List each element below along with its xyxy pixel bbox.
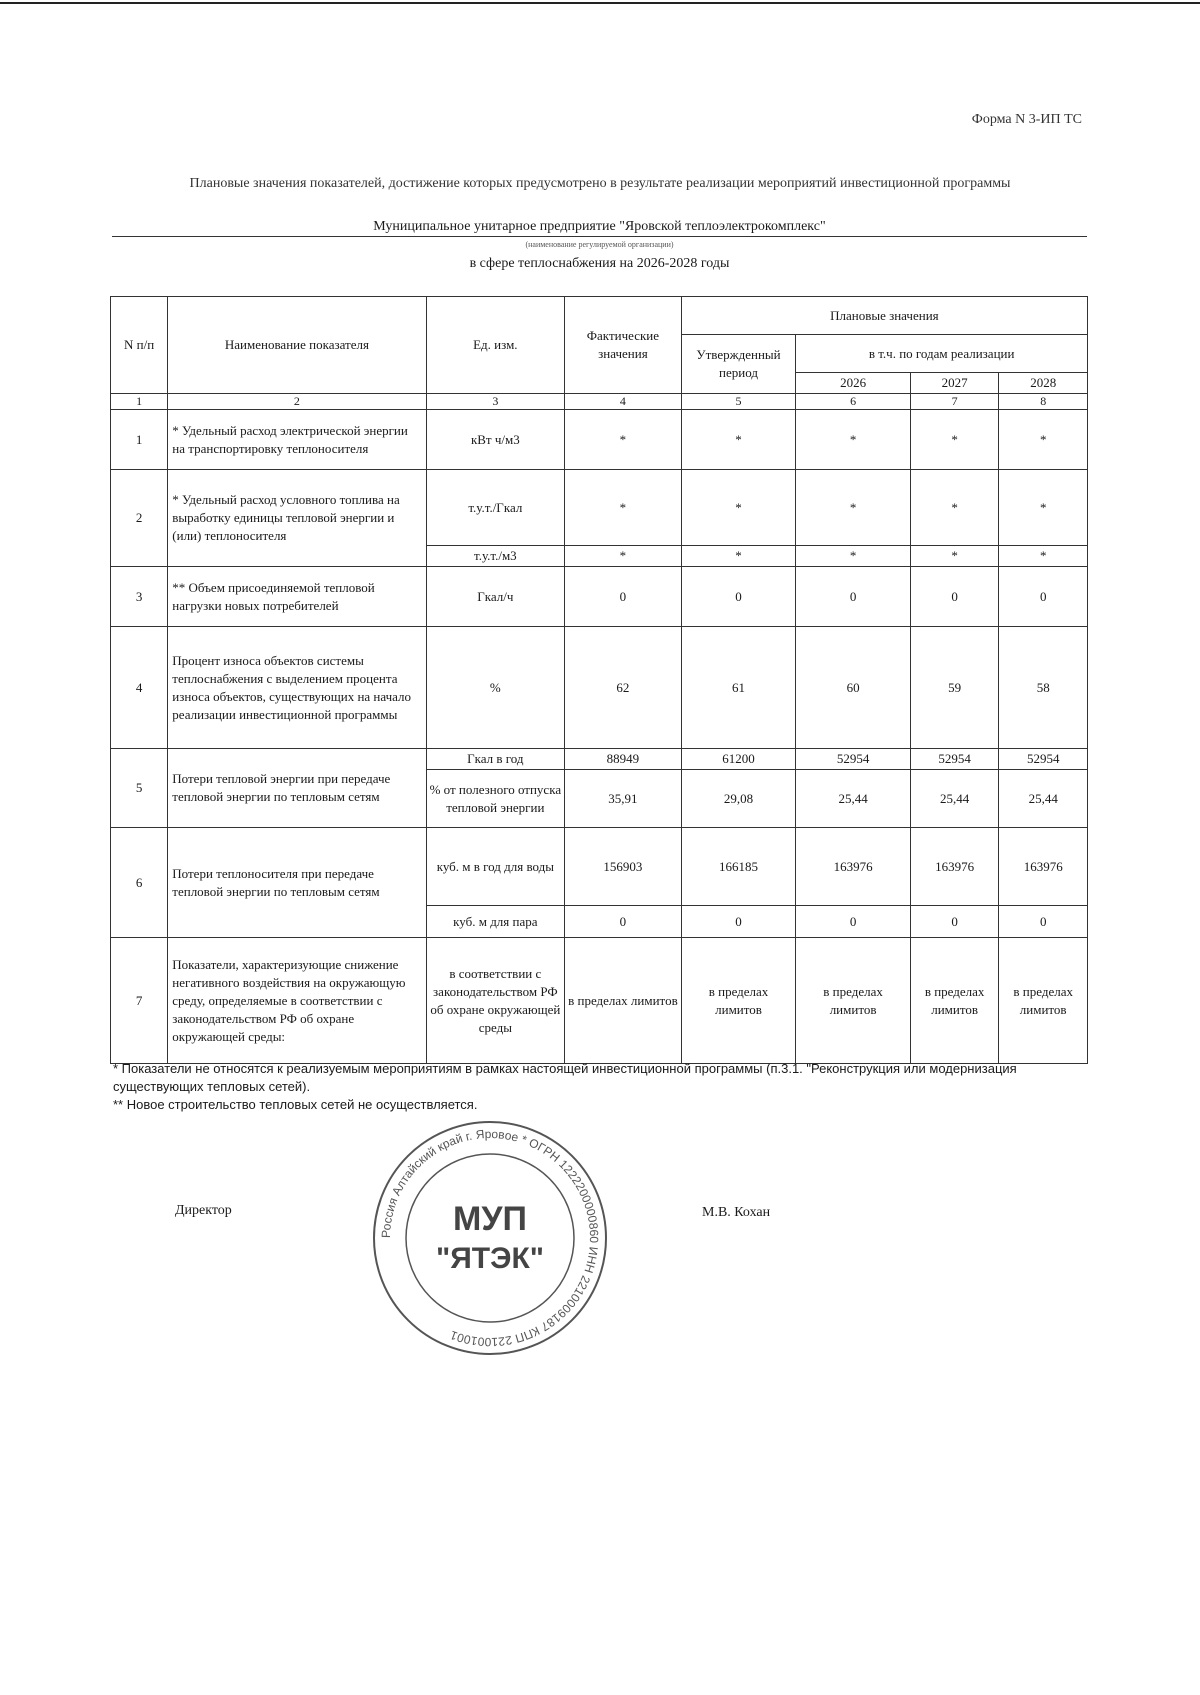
value-cell: 0	[681, 567, 796, 627]
header-by-years: в т.ч. по годам реализации	[796, 335, 1088, 373]
unit-cell: %	[426, 627, 565, 749]
table-row	[111, 627, 1088, 749]
value-cell: в пределах лимитов	[681, 938, 796, 1064]
value-cell: *	[681, 546, 796, 567]
indicator-name: Потери тепловой энергии при передаче тепловой энергии по тепловым сетям	[168, 749, 426, 828]
column-number: 6	[796, 394, 911, 410]
unit-cell: т.у.т./м3	[426, 546, 565, 567]
unit-cell: Гкал в год	[426, 749, 565, 770]
value-cell: 0	[999, 567, 1088, 627]
indicator-name: * Удельный расход условного топлива на выработку единицы тепловой энергии и (или) теплоносителя	[168, 470, 426, 567]
stamp-ring-text: Россия Алтайский край г. Яровое * ОГРН 1222200000860 ИНН 2210009187 КПП 221001001	[378, 1126, 602, 1350]
value-cell: 156903	[565, 828, 682, 906]
organization-caption: (наименование регулируемой организации)	[525, 240, 674, 249]
header-num: N п/п	[111, 297, 168, 394]
unit-cell: кВт ч/м3	[426, 410, 565, 470]
value-cell: 52954	[796, 749, 911, 770]
row-number: 5	[111, 749, 168, 828]
value-cell: 35,91	[565, 770, 682, 828]
header-planned: Плановые значения	[681, 297, 1087, 335]
value-cell: 61200	[681, 749, 796, 770]
value-cell: 29,08	[681, 770, 796, 828]
value-cell: в пределах лимитов	[910, 938, 999, 1064]
stamp-graphic	[370, 1118, 610, 1358]
value-cell: в пределах лимитов	[999, 938, 1088, 1064]
indicator-name: Показатели, характеризующие снижение негативного воздействия на окружающую среду, определяемые в соответствии с законодательством РФ об охране окружающей среды:	[168, 938, 426, 1064]
header-approved: Утвержденный период	[681, 335, 796, 394]
row-number: 6	[111, 828, 168, 938]
value-cell: в пределах лимитов	[565, 938, 682, 1064]
signer-name: М.В. Кохан	[702, 1205, 771, 1220]
value-cell: 0	[910, 567, 999, 627]
table-row	[111, 470, 1088, 546]
row-number: 7	[111, 938, 168, 1064]
stamp-inner-ring	[406, 1154, 574, 1322]
value-cell: 166185	[681, 828, 796, 906]
footnote-2: ** Новое строительство тепловых сетей не осуществляется.	[113, 1097, 478, 1112]
footnotes	[113, 1060, 1073, 1114]
table-row	[111, 938, 1088, 1064]
value-cell: 163976	[999, 828, 1088, 906]
unit-cell: % от полезного отпуска тепловой энергии	[426, 770, 565, 828]
value-cell: в пределах лимитов	[796, 938, 911, 1064]
indicators-table	[110, 296, 1088, 1064]
form-number: Форма N 3-ИП ТС	[971, 112, 1082, 127]
indicator-name: Потери теплоносителя при передаче тепловой энергии по тепловым сетям	[168, 828, 426, 938]
value-cell: 0	[565, 567, 682, 627]
value-cell: 0	[910, 906, 999, 938]
value-cell: 88949	[565, 749, 682, 770]
value-cell: 61	[681, 627, 796, 749]
sphere-subtitle: в сфере теплоснабжения на 2026-2028 годы	[469, 256, 730, 271]
value-cell: 163976	[910, 828, 999, 906]
organization-name: Муниципальное унитарное предприятие "Яровской теплоэлектрокомплекс"	[112, 218, 1087, 237]
value-cell: *	[999, 410, 1088, 470]
column-number: 1	[111, 394, 168, 410]
row-number: 2	[111, 470, 168, 567]
signer-title: Директор	[175, 1203, 232, 1218]
header-year-2027: 2027	[910, 373, 999, 394]
value-cell: 52954	[910, 749, 999, 770]
value-cell: *	[681, 410, 796, 470]
document-title: Плановые значения показателей, достижение которых предусмотрено в результате реализации мероприятий инвестиционной программы	[189, 176, 1011, 191]
value-cell: *	[910, 410, 999, 470]
header-year-2028: 2028	[999, 373, 1088, 394]
header-name: Наименование показателя	[168, 297, 426, 394]
table-row	[111, 410, 1088, 470]
unit-cell: куб. м в год для воды	[426, 828, 565, 906]
value-cell: *	[681, 470, 796, 546]
value-cell: 60	[796, 627, 911, 749]
value-cell: *	[796, 470, 911, 546]
value-cell: 0	[796, 567, 911, 627]
column-number: 7	[910, 394, 999, 410]
value-cell: *	[910, 546, 999, 567]
value-cell: *	[565, 470, 682, 546]
column-number: 8	[999, 394, 1088, 410]
value-cell: 25,44	[796, 770, 911, 828]
value-cell: 25,44	[910, 770, 999, 828]
value-cell: 25,44	[999, 770, 1088, 828]
column-number: 2	[168, 394, 426, 410]
unit-cell: т.у.т./Гкал	[426, 470, 565, 546]
row-number: 4	[111, 627, 168, 749]
value-cell: *	[999, 546, 1088, 567]
value-cell: *	[910, 470, 999, 546]
indicator-name: * Удельный расход электрической энергии на транспортировку теплоносителя	[168, 410, 426, 470]
value-cell: 58	[999, 627, 1088, 749]
value-cell: 0	[565, 906, 682, 938]
value-cell: *	[796, 546, 911, 567]
stamp-line-1: МУП	[453, 1200, 527, 1238]
value-cell: 0	[681, 906, 796, 938]
value-cell: 52954	[999, 749, 1088, 770]
table-row	[111, 567, 1088, 627]
value-cell: *	[565, 546, 682, 567]
stamp-outer-ring	[374, 1122, 606, 1354]
unit-cell: куб. м для пара	[426, 906, 565, 938]
value-cell: *	[565, 410, 682, 470]
unit-cell: в соответствии с законодательством РФ об охране окружающей среды	[426, 938, 565, 1064]
value-cell: *	[999, 470, 1088, 546]
table-row	[111, 828, 1088, 906]
indicator-name: ** Объем присоединяемой тепловой нагрузки новых потребителей	[168, 567, 426, 627]
column-number: 3	[426, 394, 565, 410]
header-unit: Ед. изм.	[426, 297, 565, 394]
row-number: 1	[111, 410, 168, 470]
value-cell: 0	[999, 906, 1088, 938]
value-cell: 62	[565, 627, 682, 749]
row-number: 3	[111, 567, 168, 627]
top-border-line	[0, 2, 1200, 4]
value-cell: 59	[910, 627, 999, 749]
value-cell: 0	[796, 906, 911, 938]
value-cell: *	[796, 410, 911, 470]
header-year-2026: 2026	[796, 373, 911, 394]
unit-cell: Гкал/ч	[426, 567, 565, 627]
indicator-name: Процент износа объектов системы теплоснабжения с выделением процента износа объектов, существующих на начало реализации инвестиционной программы	[168, 627, 426, 749]
column-number: 5	[681, 394, 796, 410]
value-cell: 163976	[796, 828, 911, 906]
table-row	[111, 749, 1088, 770]
footnote-1: * Показатели не относятся к реализуемым мероприятиям в рамках настоящей инвестиционной программы (п.3.1. "Реконструкция или модернизация существующих тепловых сетей).	[113, 1061, 1017, 1094]
stamp-line-2: "ЯТЭК"	[436, 1242, 544, 1275]
organization-stamp	[370, 1118, 610, 1358]
column-number: 4	[565, 394, 682, 410]
header-actual: Фактические значения	[565, 297, 682, 394]
